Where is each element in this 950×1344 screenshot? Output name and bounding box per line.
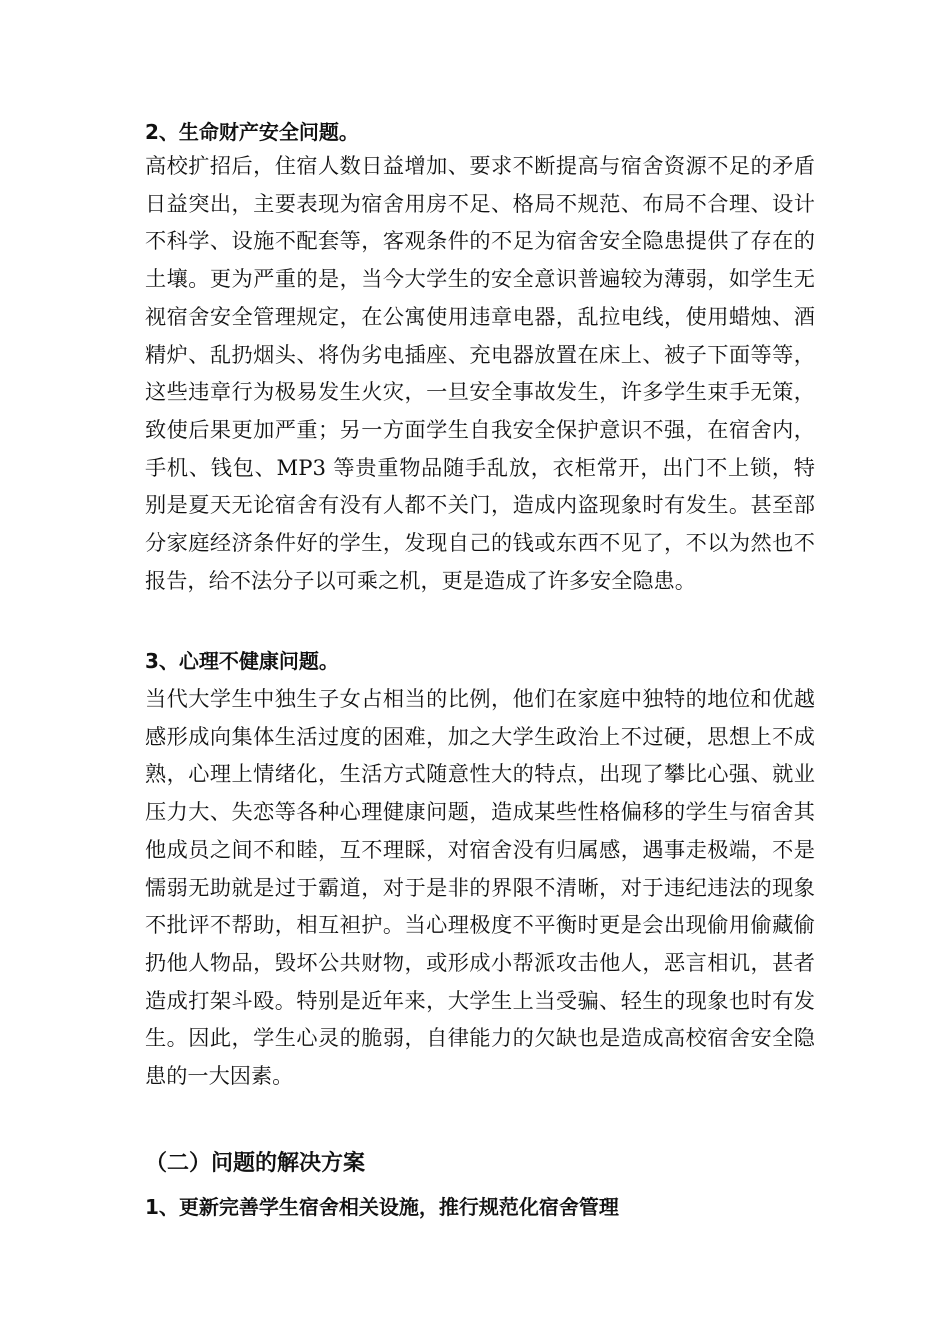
item3-heading: 3、心理不健康问题。 xyxy=(145,649,339,673)
solution1-heading: 1、更新完善学生宿舍相关设施，推行规范化宿舍管理 xyxy=(145,1195,619,1219)
item3-paragraph: 当代大学生中独生子女占相当的比例，他们在家庭中独特的地位和优越感形成向集体生活过度的困难，加之大学生政治上不过硬，思想上不成熟，心理上情绪化，生活方式随意性大的特点，出现了攀比心强、就业压力大、失恋等各种心理健康问题，造成某些性格偏移的学生与宿舍其他成员之间不和睦，互不理睬，对宿舍没有归属感，遇事走极端，不是懦弱无助就是过于霸道，对于是非的界限不清晰，对于违纪违法的现象不批评不帮助，相互袒护。当心理极度不平衡时更是会出现偷用偷藏偷扔他人物品，毁坏公共财物，或形成小帮派攻击他人，恶言相讥，甚者造成打架斗殴。特别是近年来，大学生上当受骗、轻生的现象也时有发生。因此，学生心灵的脆弱，自律能力的欠缺也是造成高校宿舍安全隐患的一大因素。 xyxy=(145,686,815,1089)
item2-paragraph: 高校扩招后，住宿人数日益增加、要求不断提高与宿舍资源不足的矛盾日益突出，主要表现为宿舍用房不足、格局不规范、布局不合理、设计不科学、设施不配套等，客观条件的不足为宿舍安全隐患提供了存在的土壤。更为严重的是，当今大学生的安全意识普遍较为薄弱，如学生无视宿舍安全管理规定，在公寓使用违章电器，乱拉电线，使用蜡烛、酒精炉、乱扔烟头、将伪劣电插座、充电器放置在床上、被子下面等等，这些违章行为极易发生火灾，一旦安全事故发生，许多学生束手无策，致使后果更加严重；另一方面学生自我安全保护意识不强，在宿舍内，手机、钱包、MP3 等贵重物品随手乱放，衣柜常开，出门不上锁，特别是夏天无论宿舍有没有人都不关门，造成内盗现象时有发生。甚至部分家庭经济条件好的学生，发现自己的钱或东西不见了，不以为然也不报告，给不法分子以可乘之机，更是造成了许多安全隐患。 xyxy=(145,153,815,593)
section-heading-solutions: （二）问题的解决方案 xyxy=(145,1151,366,1176)
item2-heading: 2、生命财产安全问题。 xyxy=(145,120,359,144)
